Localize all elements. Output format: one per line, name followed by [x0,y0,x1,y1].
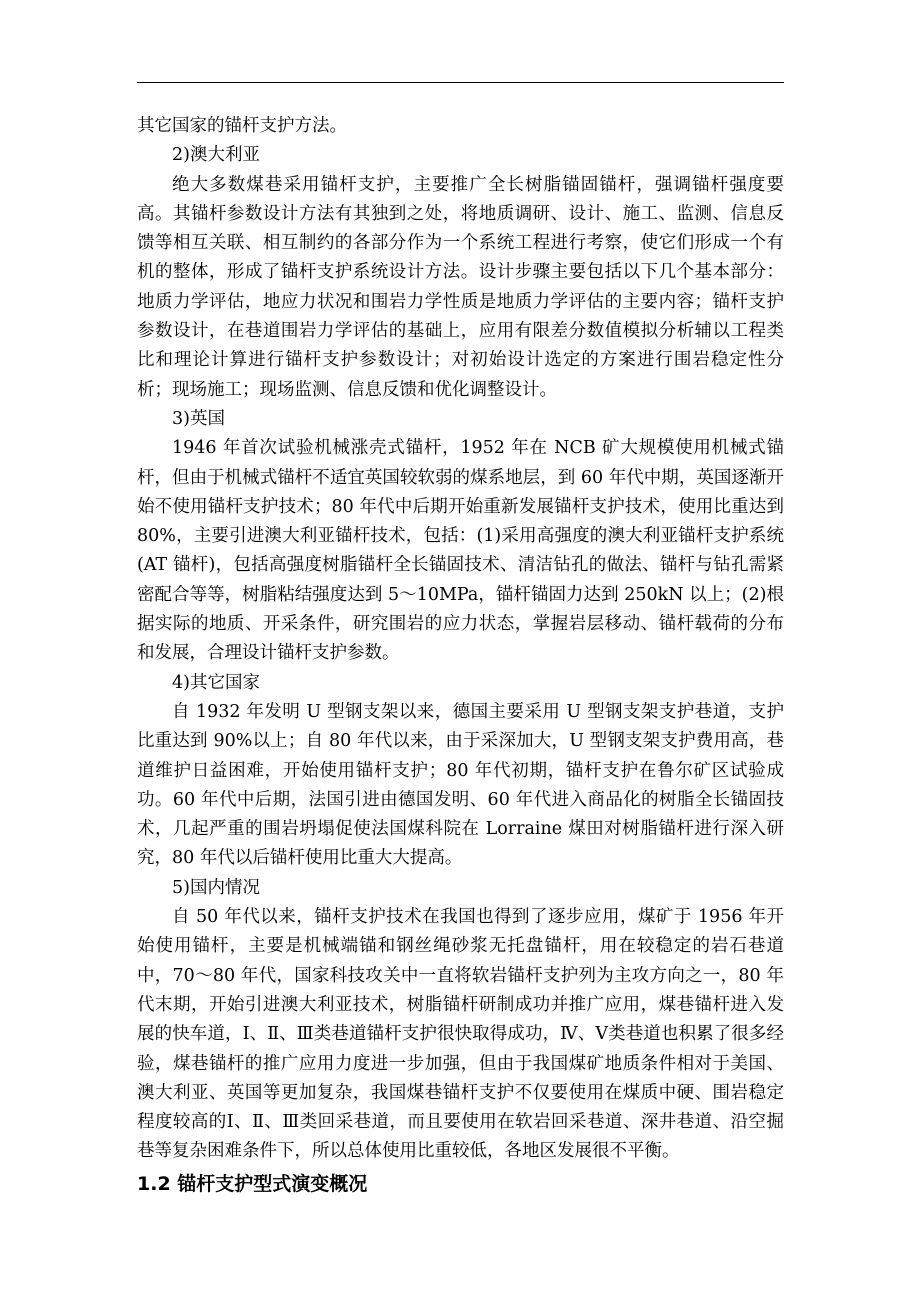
section-heading: 1.2 锚杆支护型式演变概况 [137,1172,368,1195]
paragraph-domestic: 自 50 年代以来，锚杆支护技术在我国也得到了逐步应用，煤矿于 1956 年开始使用锚杆，主要是机械端锚和钢丝绳砂浆无托盘锚杆，用在较稳定的岩石巷道中，70～80 年代，国家科技攻关中一直将软岩锚杆支护列为主攻方向之一，80 年代末期，开始引进澳大利亚技术，树脂锚杆研制成功并推广应用，煤巷锚杆进入发展的快车道，Ⅰ、Ⅱ、Ⅲ类巷道锚杆支护很快取得成功，Ⅳ、Ⅴ类巷道也积累了很多经验，煤巷锚杆的推广应用力度进一步加强，但由于我国煤矿地质条件相对于美国、澳大利亚、英国等更加复杂，我国煤巷锚杆支护不仅要使用在煤质中硬、围岩稳定程度较高的Ⅰ、Ⅱ、Ⅲ类回采巷道，而且要使用在软岩回采巷道、深井巷道、沿空掘巷等复杂困难条件下，所以总体使用比重较低，各地区发展很不平衡。 [137,907,784,1162]
subheading-domestic: 5)国内情况 [172,877,260,898]
subheading-australia: 2)澳大利亚 [172,145,260,166]
header-rule [137,82,784,83]
body-text [137,112,784,1201]
paragraph-intro: 其它国家的锚杆支护方法。 [137,116,347,136]
subheading-other-countries: 4)其它国家 [172,672,260,693]
subheading-uk: 3)英国 [172,408,225,429]
paragraph-uk: 1946 年首次试验机械涨壳式锚杆，1952 年在 NCB 矿大规模使用机械式锚杆，但由于机械式锚杆不适宜英国较软弱的煤系地层，到 60 年代中期，英国逐渐开始不使用锚杆支护技术；80 年代中后期开始重新发展锚杆支护技术，使用比重达到 80%，主要引进澳大利亚锚杆技术，包括：(1)采用高强度的澳大利亚锚杆支护系统(AT 锚杆)，包括高强度树脂锚杆全长锚固技术、清洁钻孔的做法、锚杆与钻孔需紧密配合等等，树脂粘结强度达到 5～10MPa，锚杆锚固力达到 250kN 以上；(2)根据实际的地质、开采条件，研究围岩的应力状态，掌握岩层移动、锚杆载荷的分布和发展，合理设计锚杆支护参数。 [137,438,784,664]
paragraph-other-countries: 自 1932 年发明 U 型钢支架以来，德国主要采用 U 型钢支架支护巷道，支护比重达到 90%以上；自 80 年代以来，由于采深加大，U 型钢支架支护费用高，巷道维护日益困难，开始使用锚杆支护；80 年代初期，锚杆支护在鲁尔矿区试验成功。60 年代中后期，法国引进由德国发明、60 年代进入商品化的树脂全长锚固技术，几起严重的围岩坍塌促使法国煤科院在 Lorraine 煤田对树脂锚杆进行深入研究，80 年代以后锚杆使用比重大大提高。 [137,701,784,869]
paragraph-australia: 绝大多数煤巷采用锚杆支护，主要推广全长树脂锚固锚杆，强调锚杆强度要高。其锚杆参数设计方法有其独到之处，将地质调研、设计、施工、监测、信息反馈等相互关联、相互制约的各部分作为一个系统工程进行考察，使它们形成一个有机的整体，形成了锚杆支护系统设计方法。设计步骤主要包括以下几个基本部分：地质力学评估，地应力状况和围岩力学性质是地质力学评估的主要内容；锚杆支护参数设计，在巷道围岩力学评估的基础上，应用有限差分数值模拟分析辅以工程类比和理论计算进行锚杆支护参数设计；对初始设计选定的方案进行围岩稳定性分析；现场施工；现场监测、信息反馈和优化调整设计。 [137,174,784,400]
